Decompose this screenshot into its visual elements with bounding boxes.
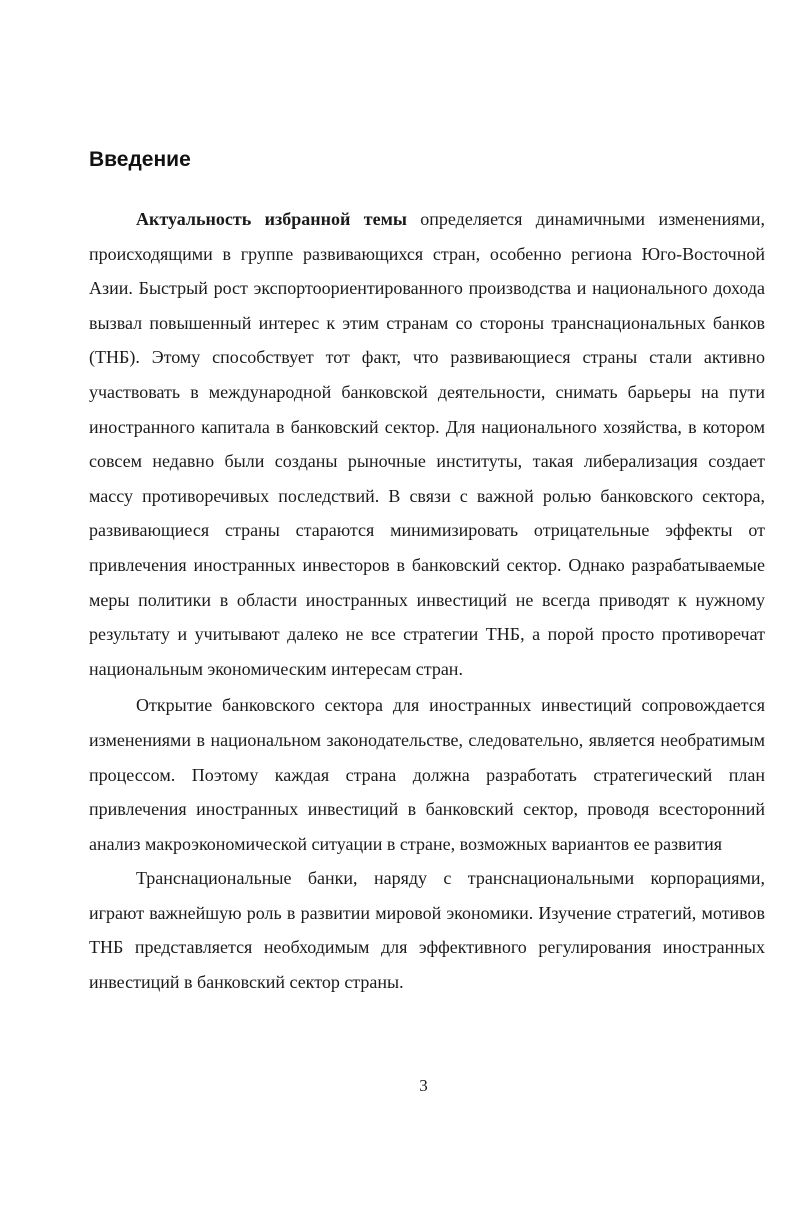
paragraph-lead-bold: Актуальность избранной темы: [136, 209, 407, 229]
paragraph-transnational-banks: [89, 861, 765, 999]
paragraph-opening-sector: [89, 688, 765, 861]
section-heading: Введение: [89, 148, 191, 171]
paragraph-text: определяется динамичными изменениями, происходящими в группе развивающихся стран, особенно региона Юго-Восточной Азии. Быстрый рост экспортоориентированного производства и национального дохода вызвал повышенный интерес к этим странам со стороны транснациональных банков (ТНБ). Этому способствует тот факт, что развивающиеся страны стали активно участвовать в международной банковской деятельности, снимать барьеры на пути иностранного капитала в банковский сектор. Для национального хозяйства, в котором совсем недавно были созданы рыночные институты, такая либерализация создает массу противоречивых последствий. В связи с важной ролью банковского сектора, развивающиеся страны стараются минимизировать отрицательные эффекты от привлечения иностранных инвесторов в банковский сектор. Однако разрабатываемые меры политики в области иностранных инвестиций не всегда приводят к нужному результату и учитывают далеко не все стратегии ТНБ, а порой просто противоречат национальным экономическим интересам стран.: [89, 209, 765, 679]
body-text: [89, 202, 765, 1002]
paragraph-relevance: [89, 202, 765, 686]
paragraph-text: Транснациональные банки, наряду с транснациональными корпорациями, играют важнейшую роль в развитии мировой экономики. Изучение стратегий, мотивов ТНБ представляется необходимым для эффективного регулирования иностранных инвестиций в банковский сектор страны.: [89, 868, 765, 993]
page-number: 3: [419, 1076, 428, 1095]
paragraph-text: Открытие банковского сектора для иностранных инвестиций сопровождается изменениями в национальном законодательстве, следовательно, является необратимым процессом. Поэтому каждая страна должна разработать стратегический план привлечения иностранных инвестиций в банковский сектор, проводя всесторонний анализ макроэкономической ситуации в стране, возможных вариантов ее развития: [89, 695, 765, 854]
